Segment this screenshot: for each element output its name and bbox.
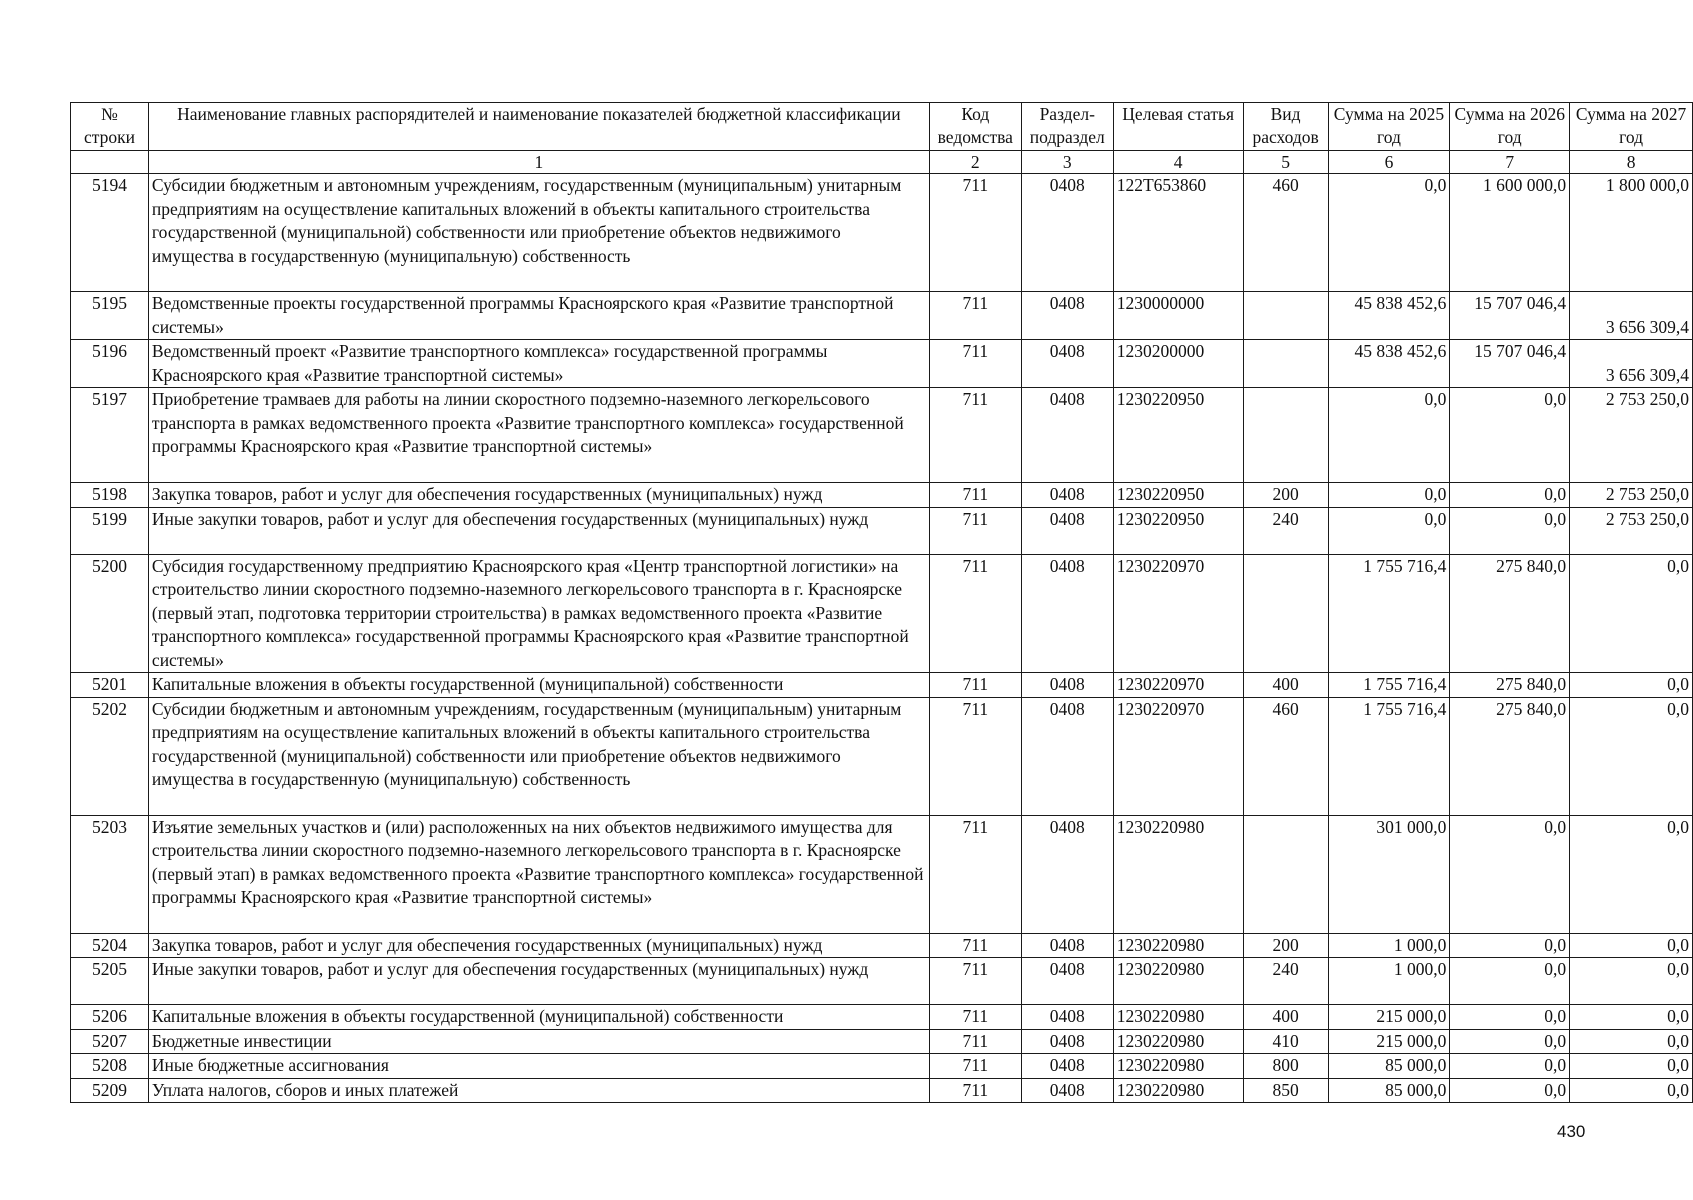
sum-2027: 0,0 [1570,1078,1693,1103]
sum-2026: 0,0 [1450,1078,1570,1103]
sum-2027: 3 656 309,4 [1570,292,1693,340]
column-number: 6 [1328,151,1450,174]
expense-type: 400 [1243,1005,1328,1030]
table-row [71,958,1693,1005]
sum-2025: 215 000,0 [1328,1005,1450,1030]
header-sum-2026: Сумма на 2026 год [1450,103,1570,151]
row-name: Капитальные вложения в объекты государственной (муниципальной) собственности [148,1005,929,1030]
sum-2027: 0,0 [1570,1005,1693,1030]
department-code: 711 [929,1078,1021,1103]
sum-2026: 0,0 [1450,388,1570,483]
table-row [71,673,1693,698]
section-code: 0408 [1021,292,1113,340]
row-number: 5206 [71,1005,149,1030]
expense-type: 200 [1243,933,1328,958]
column-number: 5 [1243,151,1328,174]
department-code: 711 [929,174,1021,292]
target-article: 1230220970 [1113,673,1243,698]
sum-2026: 0,0 [1450,958,1570,1005]
target-article: 1230220980 [1113,815,1243,933]
department-code: 711 [929,958,1021,1005]
row-number: 5197 [71,388,149,483]
column-number: 8 [1570,151,1693,174]
section-code: 0408 [1021,554,1113,673]
expense-type [1243,388,1328,483]
row-number: 5194 [71,174,149,292]
row-name: Ведомственный проект «Развитие транспортного комплекса» государственной программы Красноярского края «Развитие транспортной системы» [148,340,929,388]
target-article: 1230220970 [1113,697,1243,815]
sum-2026: 15 707 046,4 [1450,292,1570,340]
row-number: 5204 [71,933,149,958]
expense-type [1243,554,1328,673]
section-code: 0408 [1021,673,1113,698]
row-name: Ведомственные проекты государственной программы Красноярского края «Развитие транспортной системы» [148,292,929,340]
expense-type: 460 [1243,174,1328,292]
sum-2027: 0,0 [1570,815,1693,933]
section-code: 0408 [1021,483,1113,508]
section-code: 0408 [1021,1029,1113,1054]
header-row-number: № строки [71,103,149,151]
row-number: 5195 [71,292,149,340]
department-code: 711 [929,388,1021,483]
sum-2026: 0,0 [1450,507,1570,554]
department-code: 711 [929,1029,1021,1054]
table-row [71,507,1693,554]
header-section: Раздел-подраздел [1021,103,1113,151]
row-number: 5203 [71,815,149,933]
row-name: Субсидии бюджетным и автономным учреждениям, государственным (муниципальным) унитарным предприятиям на осуществление капитальных вложений в объекты капитального строительства государственной (муниципальной) собственности или приобретение объектов недвижимого имущества в государственную (муниципальную) собственность [148,174,929,292]
table-row [71,1054,1693,1079]
section-code: 0408 [1021,507,1113,554]
sum-2026: 1 600 000,0 [1450,174,1570,292]
sum-2027: 2 753 250,0 [1570,483,1693,508]
target-article: 1230220980 [1113,1029,1243,1054]
page-number: 430 [1557,1122,1586,1141]
sum-2027: 0,0 [1570,958,1693,1005]
expense-type [1243,815,1328,933]
column-number: 7 [1450,151,1570,174]
table-row [71,933,1693,958]
sum-2025: 1 000,0 [1328,958,1450,1005]
sum-2026: 275 840,0 [1450,554,1570,673]
department-code: 711 [929,1054,1021,1079]
target-article: 1230220950 [1113,507,1243,554]
sum-2027: 0,0 [1570,1054,1693,1079]
sum-2025: 85 000,0 [1328,1078,1450,1103]
column-number: 3 [1021,151,1113,174]
sum-2025: 0,0 [1328,174,1450,292]
row-number: 5201 [71,673,149,698]
sum-2025: 215 000,0 [1328,1029,1450,1054]
sum-2027: 2 753 250,0 [1570,388,1693,483]
expense-type [1243,340,1328,388]
header-sum-2025: Сумма на 2025 год [1328,103,1450,151]
row-number: 5209 [71,1078,149,1103]
sum-2026: 0,0 [1450,1054,1570,1079]
target-article: 1230220950 [1113,388,1243,483]
sum-2027: 2 753 250,0 [1570,507,1693,554]
sum-2027: 3 656 309,4 [1570,340,1693,388]
sum-2027: 0,0 [1570,673,1693,698]
department-code: 711 [929,1005,1021,1030]
row-name: Бюджетные инвестиции [148,1029,929,1054]
table-row [71,1005,1693,1030]
department-code: 711 [929,554,1021,673]
sum-2025: 45 838 452,6 [1328,340,1450,388]
target-article: 1230220980 [1113,958,1243,1005]
row-name: Приобретение трамваев для работы на линии скоростного подземно-наземного легкорельсового транспорта в рамках ведомственного проекта «Развитие транспортного комплекса» государственной программы Красноярского края «Развитие транспортной системы» [148,388,929,483]
row-name: Иные закупки товаров, работ и услуг для обеспечения государственных (муниципальных) нужд [148,958,929,1005]
row-name: Капитальные вложения в объекты государственной (муниципальной) собственности [148,673,929,698]
section-code: 0408 [1021,1054,1113,1079]
sum-2026: 0,0 [1450,1029,1570,1054]
target-article: 1230220970 [1113,554,1243,673]
row-name: Изъятие земельных участков и (или) расположенных на них объектов недвижимого имущества для строительства линии скоростного подземно-наземного легкорельсового транспорта в г. Красноярске (первый этап) в рамках ведомственного проекта «Развитие транспортного комплекса» государственной программы Красноярского края «Развитие транспортной системы» [148,815,929,933]
section-code: 0408 [1021,815,1113,933]
row-number: 5208 [71,1054,149,1079]
row-name: Субсидии бюджетным и автономным учреждениям, государственным (муниципальным) унитарным предприятиям на осуществление капитальных вложений в объекты капитального строительства государственной (муниципальной) собственности или приобретение объектов недвижимого имущества в государственную (муниципальную) собственность [148,697,929,815]
row-number: 5196 [71,340,149,388]
sum-2025: 1 755 716,4 [1328,673,1450,698]
section-code: 0408 [1021,697,1113,815]
column-number: 4 [1113,151,1243,174]
header-row [71,103,1693,151]
sum-2025: 0,0 [1328,507,1450,554]
expense-type: 400 [1243,673,1328,698]
department-code: 711 [929,815,1021,933]
expense-type: 200 [1243,483,1328,508]
expense-type: 240 [1243,958,1328,1005]
table-row [71,292,1693,340]
section-code: 0408 [1021,933,1113,958]
column-number: 2 [929,151,1021,174]
row-number: 5207 [71,1029,149,1054]
section-code: 0408 [1021,340,1113,388]
table-row [71,388,1693,483]
table-row [71,1029,1693,1054]
target-article: 1230220980 [1113,1054,1243,1079]
table-row [71,483,1693,508]
sum-2026: 15 707 046,4 [1450,340,1570,388]
row-name: Закупка товаров, работ и услуг для обеспечения государственных (муниципальных) нужд [148,933,929,958]
table-row [71,554,1693,673]
row-number: 5200 [71,554,149,673]
expense-type: 410 [1243,1029,1328,1054]
target-article: 122Т653860 [1113,174,1243,292]
sum-2025: 0,0 [1328,483,1450,508]
header-name: Наименование главных распорядителей и наименование показателей бюджетной классификации [148,103,929,151]
target-article: 1230220980 [1113,1005,1243,1030]
target-article: 1230200000 [1113,340,1243,388]
department-code: 711 [929,933,1021,958]
row-number: 5202 [71,697,149,815]
section-code: 0408 [1021,174,1113,292]
sum-2027: 0,0 [1570,697,1693,815]
column-number: 1 [148,151,929,174]
sum-2025: 85 000,0 [1328,1054,1450,1079]
section-code: 0408 [1021,958,1113,1005]
table-row [71,815,1693,933]
sum-2026: 0,0 [1450,483,1570,508]
section-code: 0408 [1021,1005,1113,1030]
sum-2025: 1 000,0 [1328,933,1450,958]
section-code: 0408 [1021,388,1113,483]
sum-2025: 301 000,0 [1328,815,1450,933]
row-name: Уплата налогов, сборов и иных платежей [148,1078,929,1103]
expense-type: 850 [1243,1078,1328,1103]
target-article: 1230220950 [1113,483,1243,508]
sum-2027: 0,0 [1570,933,1693,958]
table-row [71,174,1693,292]
target-article: 1230220980 [1113,1078,1243,1103]
row-number: 5199 [71,507,149,554]
section-code: 0408 [1021,1078,1113,1103]
row-name: Иные бюджетные ассигнования [148,1054,929,1079]
header-expense-type: Вид расходов [1243,103,1328,151]
row-number: 5198 [71,483,149,508]
sum-2026: 275 840,0 [1450,697,1570,815]
department-code: 711 [929,340,1021,388]
table-row [71,697,1693,815]
expense-type [1243,292,1328,340]
sum-2027: 0,0 [1570,1029,1693,1054]
target-article: 1230220980 [1113,933,1243,958]
target-article: 1230000000 [1113,292,1243,340]
sum-2025: 0,0 [1328,388,1450,483]
row-name: Субсидия государственному предприятию Красноярского края «Центр транспортной логистики» на строительство линии скоростного подземно-наземного легкорельсового транспорта в г. Красноярске (первый этап, подготовка территории строительства) в рамках ведомственного проекта «Развитие транспортного комплекса» государственной программы Красноярского края «Развитие транспортной системы» [148,554,929,673]
budget-table [70,102,1693,1103]
department-code: 711 [929,292,1021,340]
expense-type: 800 [1243,1054,1328,1079]
column-number [71,151,149,174]
sum-2027: 0,0 [1570,554,1693,673]
sum-2025: 1 755 716,4 [1328,697,1450,815]
department-code: 711 [929,697,1021,815]
row-name: Иные закупки товаров, работ и услуг для обеспечения государственных (муниципальных) нужд [148,507,929,554]
sum-2025: 45 838 452,6 [1328,292,1450,340]
table-row [71,340,1693,388]
department-code: 711 [929,483,1021,508]
department-code: 711 [929,507,1021,554]
department-code: 711 [929,673,1021,698]
row-name: Закупка товаров, работ и услуг для обеспечения государственных (муниципальных) нужд [148,483,929,508]
expense-type: 460 [1243,697,1328,815]
sum-2026: 0,0 [1450,1005,1570,1030]
row-number: 5205 [71,958,149,1005]
header-sum-2027: Сумма на 2027 год [1570,103,1693,151]
header-department-code: Код ведомства [929,103,1021,151]
sum-2027: 1 800 000,0 [1570,174,1693,292]
header-target-article: Целевая статья [1113,103,1243,151]
expense-type: 240 [1243,507,1328,554]
column-number-row [71,151,1693,174]
sum-2026: 275 840,0 [1450,673,1570,698]
sum-2026: 0,0 [1450,815,1570,933]
sum-2026: 0,0 [1450,933,1570,958]
table-row [71,1078,1693,1103]
sum-2025: 1 755 716,4 [1328,554,1450,673]
